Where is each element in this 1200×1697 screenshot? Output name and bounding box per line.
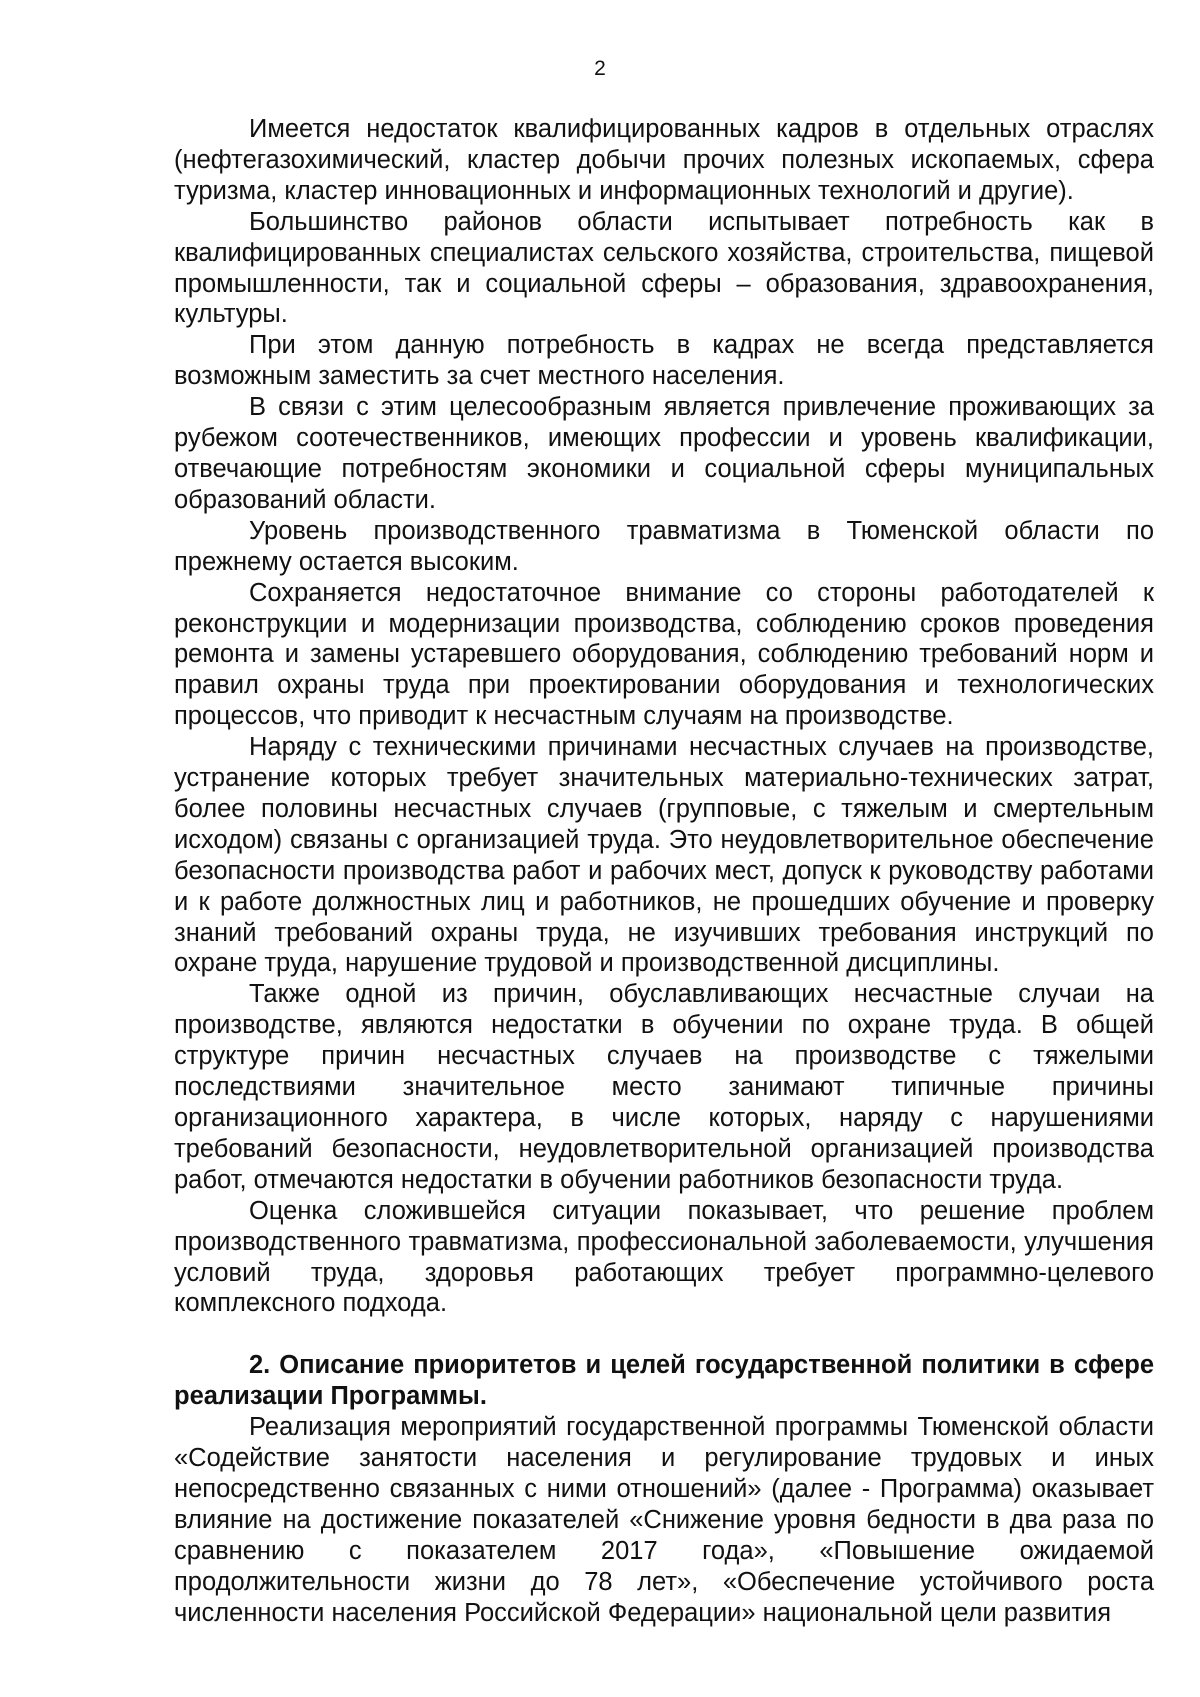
section-spacer: [174, 1319, 1154, 1350]
section-heading: 2. Описание приоритетов и целей государственной политики в сфере реализации Программы.: [174, 1351, 1154, 1411]
page-number: 2: [594, 57, 606, 80]
paragraph: Сохраняется недостаточное внимание со стороны работодателей к реконструкции и модернизации производства, соблюдению сроков проведения ремонта и замены устаревшего оборудования, соблюдению требований норм и правил охраны труда при проектировании оборудования и технологических процессов, что приводит к несчастным случаям на производстве.: [174, 578, 1154, 731]
paragraph: При этом данную потребность в кадрах не всегда представляется возможным заместить за счет местного населения.: [174, 331, 1154, 391]
paragraph: Оценка сложившейся ситуации показывает, что решение проблем производственного травматизма, профессиональной заболеваемости, улучшения условий труда, здоровья работающих требует программно-целевого комплексного подхода.: [174, 1196, 1154, 1318]
paragraph: Также одной из причин, обуславливающих несчастные случаи на производстве, являются недостатки в обучении по охране труда. В общей структуре причин несчастных случаев на производстве с тяжелыми последствиями значительное место занимают типичные причины организационного характера, в числе которых, наряду с нарушениями требований безопасности, неудовлетворительной организацией производства работ, отмечаются недостатки в обучении работников безопасности труда.: [174, 980, 1154, 1194]
paragraph: Большинство районов области испытывает потребность как в квалифицированных специалистах сельского хозяйства, строительства, пищевой промышленности, так и социальной сферы – образования, здравоохранения, культуры.: [174, 207, 1154, 329]
paragraph: В связи с этим целесообразным является привлечение проживающих за рубежом соотечественников, имеющих профессии и уровень квалификации, отвечающие потребностям экономики и социальной сферы муниципальных образований области.: [174, 393, 1154, 514]
paragraph: Имеется недостаток квалифицированных кадров в отдельных отраслях (нефтегазохимический, кластер добычи прочих полезных ископаемых, сфера туризма, кластер инновационных и информационных технологий и другие).: [174, 115, 1154, 205]
paragraph: Наряду с техническими причинами несчастных случаев на производстве, устранение которых требует значительных материально-технических затрат, более половины несчастных случаев (групповые, с тяжелым и смертельным исходом) связаны с организацией труда. Это неудовлетворительное обеспечение безопасности производства работ и рабочих мест, допуск к руководству работами и к работе должностных лиц и работников, не прошедших обучение и проверку знаний требований охраны труда, не изучивших требования инструкций по охране труда, нарушение трудовой и производственной дисциплины.: [174, 733, 1154, 978]
paragraph: Уровень производственного травматизма в Тюменской области по прежнему остается высоким.: [174, 516, 1154, 576]
paragraph: Реализация мероприятий государственной программы Тюменской области «Содействие занятости населения и регулирование трудовых и иных непосредственно связанных с ними отношений» (далее - Программа) оказывает влияние на достижение показателей «Снижение уровня бедности в два раза по сравнению с показателем 2017 года», «Повышение ожидаемой продолжительности жизни до 78 лет», «Обеспечение устойчивого роста численности населения Российской Федерации» национальной цели развития: [174, 1413, 1154, 1627]
document-body: [174, 114, 1154, 1629]
